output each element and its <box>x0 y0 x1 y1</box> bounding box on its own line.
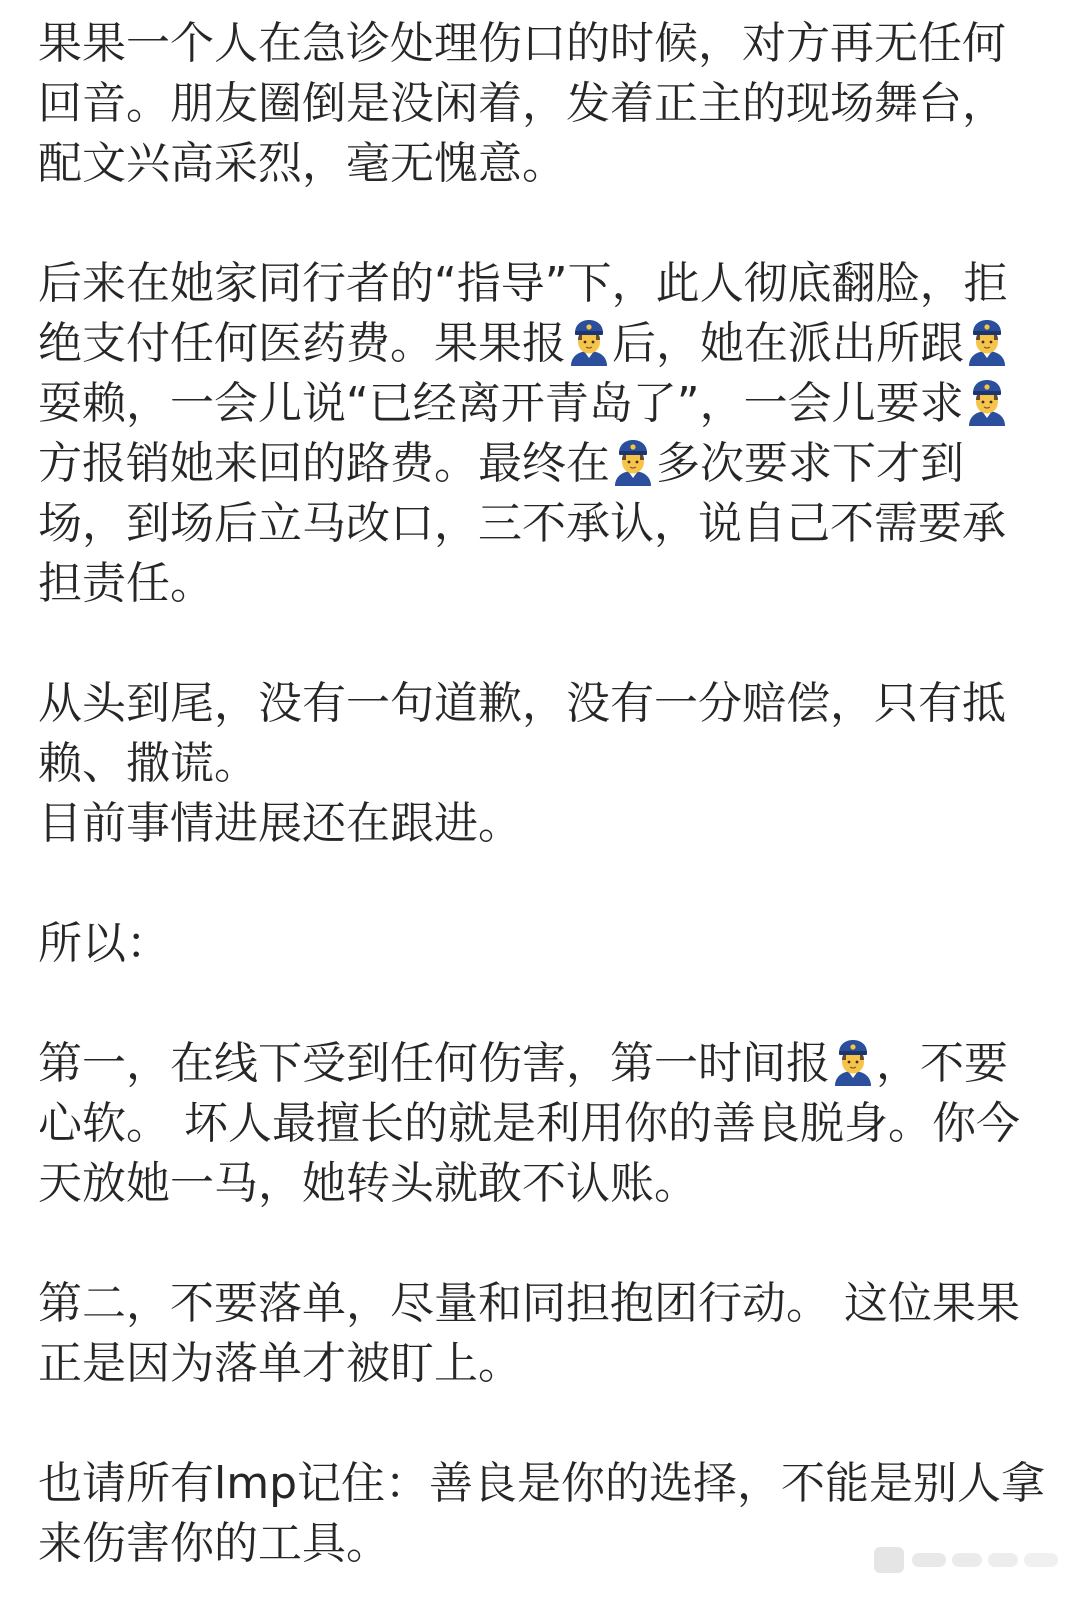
paragraph-1 <box>38 14 1048 194</box>
paragraph-6-text: 第二，不要落单，尽量和同担抱团行动。 这位果果正是因为落单才被盯上。 <box>38 1278 1020 1389</box>
paragraph-6 <box>38 1274 1048 1394</box>
police-officer-icon <box>567 318 611 366</box>
paragraph-gap <box>38 614 1048 674</box>
post-body <box>38 14 1048 1574</box>
paragraph-3-line2: 目前事情进展还在跟进。 <box>38 798 522 849</box>
paragraph-2-seg4: 方报销她来回的路费。最终在 <box>38 438 610 489</box>
paragraph-gap <box>38 854 1048 914</box>
police-officer-icon <box>965 378 1009 426</box>
paragraph-5-seg1: 第一，在线下受到任何伤害，第一时间报 <box>38 1038 830 1089</box>
police-officer-icon <box>965 318 1009 366</box>
paragraph-1-text: 果果一个人在急诊处理伤口的时候，对方再无任何回音。朋友圈倒是没闲着，发着正主的现场舞台，配文兴高采烈，毫无愧意。 <box>38 18 1006 189</box>
paragraph-2-seg2: 后，她在派出所跟 <box>612 318 964 369</box>
paragraph-gap <box>38 1214 1048 1274</box>
paragraph-2-seg3: 耍赖，一会儿说“已经离开青岛了”，一会儿要求 <box>38 378 964 429</box>
paragraph-2-seg1: 后来在她家同行者的“指导”下，此人彻底翻脸，拒绝支付任何医药费。果果报 <box>38 258 1008 369</box>
paragraph-gap <box>38 194 1048 254</box>
paragraph-3-line1: 从头到尾，没有一句道歉，没有一分赔偿，只有抵赖、撒谎。 <box>38 678 1006 789</box>
police-officer-icon <box>831 1038 875 1086</box>
paragraph-5 <box>38 1034 1048 1214</box>
paragraph-3 <box>38 674 1048 854</box>
paragraph-2 <box>38 254 1048 614</box>
paragraph-7-text: 也请所有lmp记住：善良是你的选择，不能是别人拿来伤害你的工具。 <box>38 1458 1046 1569</box>
police-officer-icon <box>611 438 655 486</box>
paragraph-gap <box>38 1394 1048 1454</box>
paragraph-gap <box>38 974 1048 1034</box>
paragraph-4-text: 所以： <box>38 918 170 969</box>
paragraph-4 <box>38 914 1048 974</box>
paragraph-2-seg5: 多次要求下才到场，到场后立马改口，三不承认，说自己不需要承担责任。 <box>38 438 1006 609</box>
paragraph-5-seg2: ，不要心软。 坏人最擅长的就是利用你的善良脱身。你今天放她一马，她转头就敢不认账。 <box>38 1038 1020 1209</box>
weibo-watermark-icon <box>872 1537 1062 1583</box>
